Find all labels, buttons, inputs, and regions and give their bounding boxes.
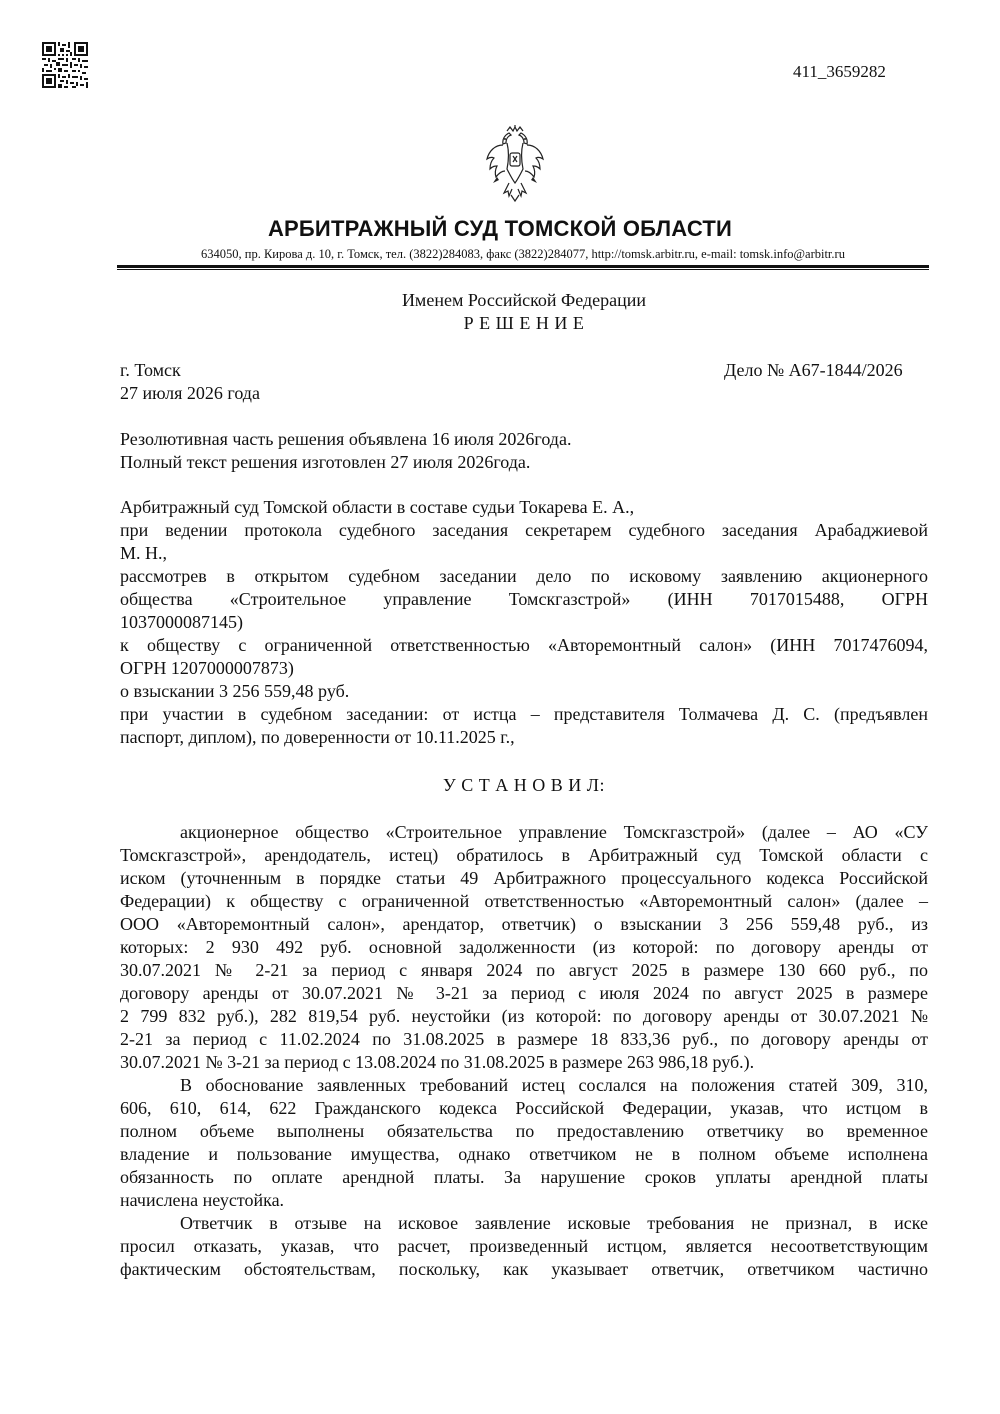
case-number: Дело № А67-1844/2026 — [724, 360, 903, 380]
in-the-name-line: Именем Российской Федерации — [401, 290, 647, 310]
text-line: В обоснование заявленных требований истец сослался на положения статей 309, 310, — [180, 1075, 928, 1095]
qr-code — [42, 42, 88, 88]
text-line: фактическим обстоятельствам, поскольку, как указывает ответчик, ответчиком частично — [120, 1259, 928, 1279]
text-line: полном объеме выполнены обязательства по предоставлению ответчику во временное — [120, 1121, 928, 1141]
text-line: 30.07.2021 № 3-21 за период с 13.08.2024 по 31.08.2025 в размере 263 986,18 руб.). — [120, 1052, 755, 1072]
operative-part-announced: Резолютивная часть решения объявлена 16 июля 2026года. — [120, 429, 572, 449]
decision-title: Р Е Ш Е Н И Е — [463, 313, 585, 333]
text-line: договору аренды от 30.07.2021 № 3-21 за период с июля 2024 по август 2025 в размере — [120, 983, 928, 1003]
header-rule-thin — [117, 269, 929, 270]
text-line: ОГРН 1207000007873) — [120, 658, 294, 678]
text-line: Ответчик в отзыве на исковое заявление исковые требования не признал, в иске — [180, 1213, 928, 1233]
established-heading: У С Т А Н О В И Л: — [443, 775, 605, 795]
text-line: к обществу с ограниченной ответственностью «Авторемонтный салон» (ИНН 7017476094, — [120, 635, 928, 655]
city: г. Томск — [120, 360, 181, 380]
text-line: 2-21 за период с 11.02.2024 по 31.08.2025 в размере 18 833,36 руб., по договору аренды от — [120, 1029, 928, 1049]
decision-date: 27 июля 2026 года — [120, 383, 260, 403]
text-line: при ведении протокола судебного заседания секретарем судебного заседания Арабаджиевой — [120, 520, 928, 540]
court-name: АРБИТРАЖНЫЙ СУД ТОМСКОЙ ОБЛАСТИ — [267, 216, 733, 241]
text-line: М. Н., — [120, 543, 168, 563]
text-line: 606, 610, 614, 622 Гражданского кодекса Российской Федерации, указав, что истцом в — [120, 1098, 928, 1118]
text-line: 1037000087145) — [120, 612, 243, 632]
coat-of-arms-emblem-icon — [485, 125, 545, 203]
text-line: владение и пользование имущества, однако ответчиком не в полном объеме исполнена — [120, 1144, 928, 1164]
text-line: паспорт, диплом), по доверенности от 10.11.2025 г., — [120, 727, 515, 747]
text-line: о взыскании 3 256 559,48 руб. — [120, 681, 350, 701]
text-line: при участии в судебном заседании: от истца – представителя Толмачева Д. С. (предъявлен — [120, 704, 928, 724]
text-line: Томскгазстрой», арендодатель, истец) обратилось в Арбитражный суд Томской области с — [120, 845, 928, 865]
text-line: 30.07.2021 № 2-21 за период с января 2024 по август 2025 в размере 130 660 руб., по — [120, 960, 928, 980]
text-line: просил отказать, указав, что расчет, произведенный истцом, является несоответствующим — [120, 1236, 928, 1256]
text-line: иском (уточненным в порядке статьи 49 Арбитражного процессуального кодекса Российской — [120, 868, 928, 888]
text-line: рассмотрев в открытом судебном заседании дело по исковому заявлению акционерного — [120, 566, 928, 586]
court-address: 634050, пр. Кирова д. 10, г. Томск, тел. (3822)284083, факс (3822)284077, http://tomsk.arbitr.ru, e-mail: tomsk.info@arbitr.ru — [201, 247, 845, 261]
text-line: Арбитражный суд Томской области в составе судьи Токарева Е. А., — [120, 497, 635, 517]
text-line: акционерное общество «Строительное управление Томскгазстрой» (далее – АО «СУ — [180, 822, 928, 842]
header-rule-thick — [117, 265, 929, 268]
text-line: 2 799 832 руб.), 282 819,54 руб. неустойки (из которой: по договору аренды от 30.07.2021 № — [120, 1006, 928, 1026]
body-text — [120, 821, 928, 1281]
text-line: ООО «Авторемонтный салон», арендатор, ответчик) о взыскании 3 256 559,48 руб., из — [120, 914, 928, 934]
intro-block — [120, 496, 928, 749]
document-id: 411_3659282 — [793, 62, 886, 81]
text-line: Федерации) к обществу с ограниченной ответственностью «Авторемонтный салон» (далее – — [120, 891, 928, 911]
text-line: которых: 2 930 492 руб. основной задолженности (из которой: по договору аренды от — [120, 937, 928, 957]
text-line: общества «Строительное управление Томскгазстрой» (ИНН 7017015488, ОГРН — [120, 589, 928, 609]
full-text-prepared: Полный текст решения изготовлен 27 июля 2026года. — [120, 452, 531, 472]
text-line: обязанность по оплате арендной платы. За нарушение сроков уплаты арендной платы — [120, 1167, 928, 1187]
text-line: начислена неустойка. — [120, 1190, 285, 1210]
